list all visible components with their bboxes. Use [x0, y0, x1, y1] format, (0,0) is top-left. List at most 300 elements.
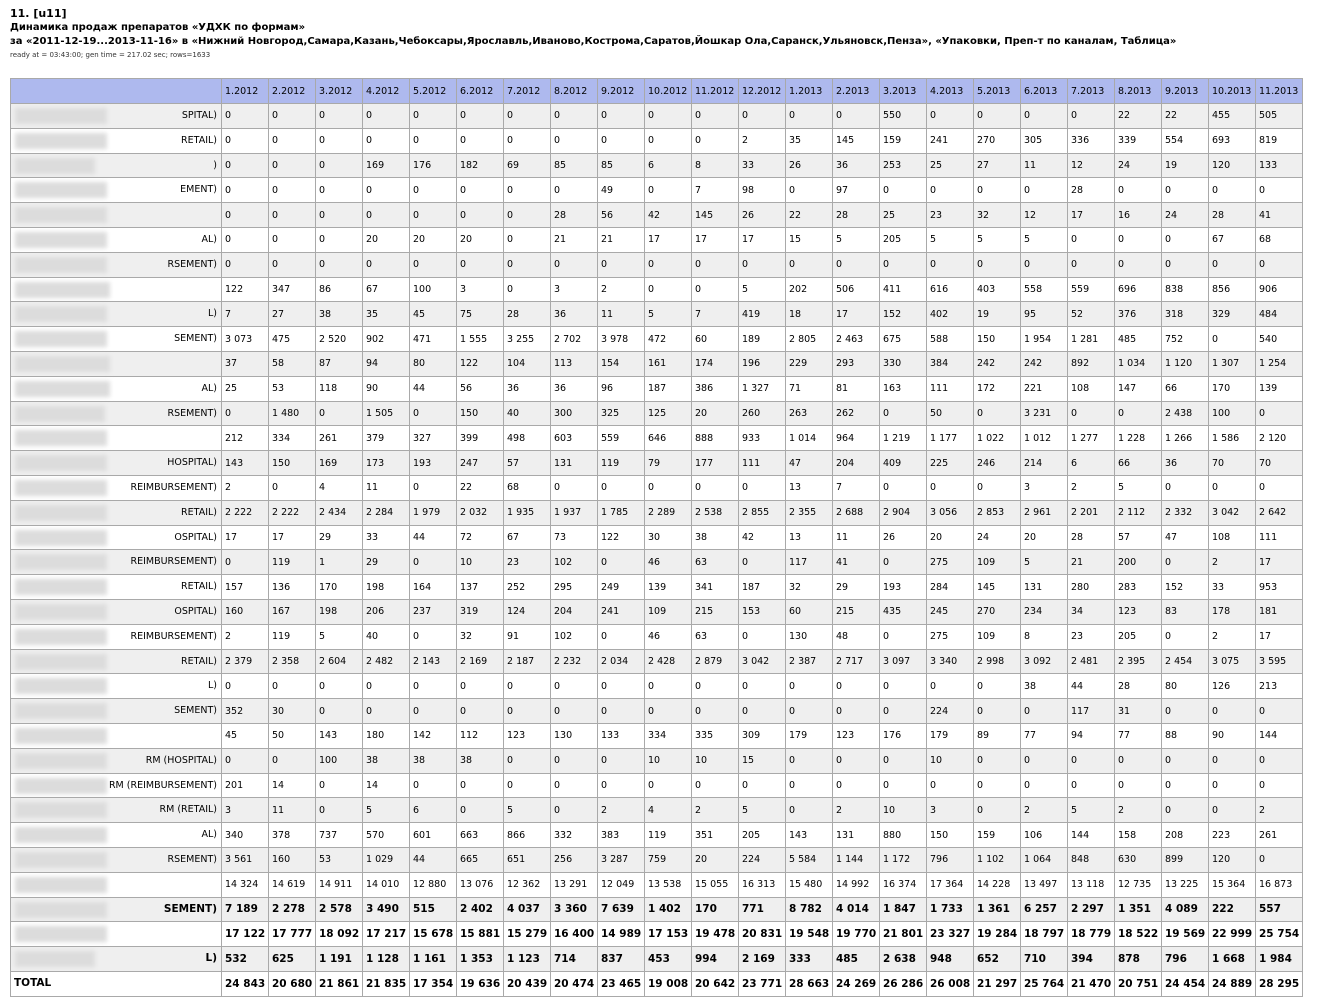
table-cell: 32: [786, 575, 833, 600]
table-cell: 158: [1115, 823, 1162, 848]
table-cell: 23 327: [927, 922, 974, 947]
table-cell: 0: [1162, 624, 1209, 649]
table-cell: 32: [457, 624, 504, 649]
table-cell: 455: [1209, 104, 1256, 129]
table-cell: 0: [786, 252, 833, 277]
table-cell: 383: [598, 823, 645, 848]
table-cell: 0: [410, 699, 457, 724]
table-row: [11, 475, 1303, 500]
table-cell: 3 231: [1021, 401, 1068, 426]
table-cell: 0: [974, 104, 1021, 129]
table-cell: 14 228: [974, 872, 1021, 897]
table-cell: 0: [457, 773, 504, 798]
table-cell: 0: [1115, 748, 1162, 773]
table-cell: 2 578: [316, 897, 363, 922]
table-cell: 0: [457, 252, 504, 277]
table-cell: 0: [739, 104, 786, 129]
row-label: [11, 104, 222, 129]
table-cell: 0: [551, 252, 598, 277]
table-row: [11, 798, 1303, 823]
table-cell: 33: [739, 153, 786, 178]
table-cell: 1 480: [269, 401, 316, 426]
table-cell: 1 191: [316, 947, 363, 972]
report-meta: ready at = 03:43:00; gen time = 217.02 sec; rows=1633: [10, 51, 211, 59]
table-cell: 0: [363, 178, 410, 203]
table-cell: 0: [833, 674, 880, 699]
table-cell: 0: [1068, 773, 1115, 798]
table-cell: 21: [551, 227, 598, 252]
table-cell: 104: [504, 351, 551, 376]
total-row: [11, 922, 1303, 947]
table-cell: 2: [1209, 624, 1256, 649]
table-cell: 20: [927, 525, 974, 550]
table-cell: 2 438: [1162, 401, 1209, 426]
table-cell: 601: [410, 823, 457, 848]
table-cell: 28: [1068, 525, 1115, 550]
table-cell: 170: [692, 897, 739, 922]
table-cell: 0: [739, 475, 786, 500]
table-cell: 0: [504, 178, 551, 203]
table-cell: 13: [786, 525, 833, 550]
table-cell: 0: [786, 674, 833, 699]
table-cell: 419: [739, 302, 786, 327]
table-cell: 2 638: [880, 947, 927, 972]
column-header: 6.2012: [457, 79, 504, 104]
table-row: [11, 451, 1303, 476]
table-cell: 118: [316, 376, 363, 401]
table-cell: 0: [1256, 847, 1303, 872]
table-cell: 665: [457, 847, 504, 872]
table-cell: 249: [598, 575, 645, 600]
table-row: [11, 699, 1303, 724]
row-label: [11, 847, 222, 872]
row-label-text: RM (REIMBURSEMENT): [108, 779, 217, 791]
table-cell: 0: [551, 773, 598, 798]
table-cell: 159: [974, 823, 1021, 848]
table-cell: 1 847: [880, 897, 927, 922]
table-cell: 0: [316, 104, 363, 129]
table-cell: 40: [363, 624, 410, 649]
table-cell: 540: [1256, 327, 1303, 352]
table-cell: 2 805: [786, 327, 833, 352]
table-cell: 261: [1256, 823, 1303, 848]
table-cell: 796: [1162, 947, 1209, 972]
table-cell: 2 454: [1162, 649, 1209, 674]
table-cell: 50: [927, 401, 974, 426]
table-cell: 347: [269, 277, 316, 302]
table-cell: 28 663: [786, 971, 833, 996]
table-cell: 2 904: [880, 500, 927, 525]
table-cell: 37: [222, 351, 269, 376]
table-cell: 1 029: [363, 847, 410, 872]
table-cell: 0: [1021, 178, 1068, 203]
table-cell: 866: [504, 823, 551, 848]
table-cell: 0: [457, 178, 504, 203]
redacted-label: [15, 703, 107, 719]
table-cell: 2: [833, 798, 880, 823]
table-cell: 3 056: [927, 500, 974, 525]
table-cell: 616: [927, 277, 974, 302]
row-label: [11, 376, 222, 401]
table-cell: 24 889: [1209, 971, 1256, 996]
row-label-text: SPITAL): [181, 110, 217, 121]
table-cell: 14 619: [269, 872, 316, 897]
table-cell: 224: [927, 699, 974, 724]
table-cell: 198: [316, 599, 363, 624]
table-cell: 8: [692, 153, 739, 178]
table-cell: 0: [222, 401, 269, 426]
table-cell: 119: [645, 823, 692, 848]
table-cell: 0: [504, 699, 551, 724]
table-cell: 1 353: [457, 947, 504, 972]
table-cell: 0: [927, 104, 974, 129]
table-cell: 318: [1162, 302, 1209, 327]
table-row: [11, 277, 1303, 302]
table-cell: 139: [645, 575, 692, 600]
table-cell: 24 843: [222, 971, 269, 996]
table-cell: 68: [1256, 227, 1303, 252]
table-cell: 0: [1256, 699, 1303, 724]
table-cell: 0: [269, 128, 316, 153]
table-cell: 133: [1256, 153, 1303, 178]
table-cell: 24: [1162, 203, 1209, 228]
table-cell: 0: [692, 252, 739, 277]
table-cell: 77: [1021, 723, 1068, 748]
table-cell: 1 277: [1068, 426, 1115, 451]
table-cell: 0: [739, 674, 786, 699]
table-cell: 7 639: [598, 897, 645, 922]
table-cell: 38: [457, 748, 504, 773]
table-cell: 21 470: [1068, 971, 1115, 996]
table-cell: 0: [1162, 798, 1209, 823]
table-cell: 0: [880, 550, 927, 575]
redacted-label: [15, 257, 107, 273]
table-cell: 696: [1115, 277, 1162, 302]
row-label-text: REIMBURSEMENT): [130, 556, 217, 568]
table-cell: 305: [1021, 128, 1068, 153]
table-cell: 0: [222, 748, 269, 773]
table-row: [11, 426, 1303, 451]
table-cell: 1 979: [410, 500, 457, 525]
table-cell: 1 586: [1209, 426, 1256, 451]
table-cell: 19 478: [692, 922, 739, 947]
table-cell: 1 361: [974, 897, 1021, 922]
row-label: [11, 922, 222, 947]
table-cell: 2 688: [833, 500, 880, 525]
table-cell: 28: [504, 302, 551, 327]
table-cell: 67: [504, 525, 551, 550]
table-cell: 204: [833, 451, 880, 476]
table-cell: 38: [1021, 674, 1068, 699]
table-cell: 0: [1115, 401, 1162, 426]
table-cell: 12 735: [1115, 872, 1162, 897]
table-cell: 0: [269, 153, 316, 178]
row-label: [11, 203, 222, 228]
table-cell: 0: [504, 252, 551, 277]
table-row: [11, 624, 1303, 649]
table-cell: 2 395: [1115, 649, 1162, 674]
table-cell: 0: [1162, 699, 1209, 724]
table-cell: 663: [457, 823, 504, 848]
table-cell: 17: [222, 525, 269, 550]
table-cell: 0: [598, 699, 645, 724]
table-cell: 394: [1068, 947, 1115, 972]
table-cell: 0: [1162, 227, 1209, 252]
table-cell: 0: [1209, 327, 1256, 352]
table-cell: 109: [645, 599, 692, 624]
table-cell: 0: [222, 252, 269, 277]
table-cell: 0: [457, 798, 504, 823]
table-cell: 5: [1068, 798, 1115, 823]
table-cell: 2 717: [833, 649, 880, 674]
table-cell: 0: [504, 203, 551, 228]
table-cell: 0: [1068, 252, 1115, 277]
table-cell: 0: [1115, 773, 1162, 798]
table-cell: 0: [222, 550, 269, 575]
table-cell: 0: [645, 277, 692, 302]
table-cell: 222: [1209, 897, 1256, 922]
table-cell: 2: [692, 798, 739, 823]
table-cell: 0: [927, 475, 974, 500]
table-cell: 906: [1256, 277, 1303, 302]
table-cell: 196: [739, 351, 786, 376]
table-cell: 3 075: [1209, 649, 1256, 674]
table-cell: 41: [833, 550, 880, 575]
table-cell: 0: [222, 178, 269, 203]
redacted-label: [15, 158, 95, 174]
table-cell: 161: [645, 351, 692, 376]
table-cell: 1 123: [504, 947, 551, 972]
table-cell: 0: [598, 550, 645, 575]
table-cell: 0: [692, 104, 739, 129]
table-cell: 2 297: [1068, 897, 1115, 922]
table-cell: 46: [645, 624, 692, 649]
report-header: [0, 0, 1328, 61]
table-cell: 130: [551, 723, 598, 748]
table-cell: 24: [974, 525, 1021, 550]
table-cell: 7: [222, 302, 269, 327]
table-cell: 399: [457, 426, 504, 451]
table-cell: 0: [927, 178, 974, 203]
table-cell: 187: [739, 575, 786, 600]
table-cell: 126: [1209, 674, 1256, 699]
table-cell: 124: [504, 599, 551, 624]
table-cell: 157: [222, 575, 269, 600]
column-header: 11.2013: [1256, 79, 1303, 104]
table-cell: 23 465: [598, 971, 645, 996]
table-cell: 109: [974, 624, 1021, 649]
column-header: 4.2013: [927, 79, 974, 104]
table-cell: 16: [1115, 203, 1162, 228]
table-cell: 18 092: [316, 922, 363, 947]
table-cell: 49: [598, 178, 645, 203]
table-cell: 19 569: [1162, 922, 1209, 947]
table-cell: 214: [1021, 451, 1068, 476]
table-cell: 0: [1256, 252, 1303, 277]
table-cell: 0: [739, 773, 786, 798]
table-cell: 67: [363, 277, 410, 302]
table-row: [11, 847, 1303, 872]
table-cell: 1 172: [880, 847, 927, 872]
table-cell: 122: [598, 525, 645, 550]
table-cell: 964: [833, 426, 880, 451]
table-cell: 1 937: [551, 500, 598, 525]
table-cell: 28: [1209, 203, 1256, 228]
table-cell: 88: [1162, 723, 1209, 748]
table-cell: 630: [1115, 847, 1162, 872]
table-cell: 71: [786, 376, 833, 401]
table-cell: 554: [1162, 128, 1209, 153]
table-cell: 174: [692, 351, 739, 376]
table-cell: 0: [222, 104, 269, 129]
table-row: [11, 128, 1303, 153]
table-cell: 411: [880, 277, 927, 302]
table-cell: 284: [927, 575, 974, 600]
table-cell: 36: [551, 376, 598, 401]
column-header: 8.2012: [551, 79, 598, 104]
table-cell: 15 480: [786, 872, 833, 897]
table-cell: 334: [645, 723, 692, 748]
table-cell: 0: [1209, 748, 1256, 773]
table-cell: 205: [880, 227, 927, 252]
row-label-text: REIMBURSEMENT): [130, 630, 217, 642]
table-cell: 0: [645, 178, 692, 203]
table-cell: 0: [645, 128, 692, 153]
table-cell: 17 777: [269, 922, 316, 947]
column-header: 1.2013: [786, 79, 833, 104]
table-cell: 1 307: [1209, 351, 1256, 376]
table-cell: 28: [1068, 178, 1115, 203]
table-cell: 137: [457, 575, 504, 600]
row-label: [11, 351, 222, 376]
row-label: [11, 798, 222, 823]
table-cell: 133: [598, 723, 645, 748]
table-cell: 142: [410, 723, 457, 748]
table-cell: 351: [692, 823, 739, 848]
table-cell: 139: [1256, 376, 1303, 401]
table-cell: 0: [598, 475, 645, 500]
table-cell: 3 978: [598, 327, 645, 352]
table-cell: 18: [786, 302, 833, 327]
table-cell: 90: [1209, 723, 1256, 748]
row-label: [11, 947, 222, 972]
table-cell: 0: [551, 748, 598, 773]
table-cell: 6: [645, 153, 692, 178]
table-cell: 153: [739, 599, 786, 624]
row-label-text: L): [208, 308, 217, 320]
table-cell: 150: [457, 401, 504, 426]
table-cell: 0: [974, 699, 1021, 724]
table-cell: 131: [551, 451, 598, 476]
table-cell: 0: [927, 252, 974, 277]
table-row: [11, 550, 1303, 575]
table-cell: 2 358: [269, 649, 316, 674]
table-cell: 1 177: [927, 426, 974, 451]
table-cell: 2 201: [1068, 500, 1115, 525]
table-cell: 402: [927, 302, 974, 327]
table-cell: 122: [222, 277, 269, 302]
column-header: 10.2013: [1209, 79, 1256, 104]
table-cell: 12: [1068, 153, 1115, 178]
redacted-label: [15, 232, 107, 248]
table-cell: 47: [1162, 525, 1209, 550]
table-cell: 20 474: [551, 971, 598, 996]
row-label-text: ): [213, 159, 217, 171]
table-cell: 515: [410, 897, 457, 922]
table-cell: 21 835: [363, 971, 410, 996]
table-cell: 11: [363, 475, 410, 500]
table-cell: 120: [1209, 847, 1256, 872]
table-cell: 123: [1115, 599, 1162, 624]
table-cell: 275: [927, 624, 974, 649]
redacted-label: [15, 902, 107, 918]
table-cell: 45: [222, 723, 269, 748]
table-cell: 173: [363, 451, 410, 476]
table-cell: 119: [598, 451, 645, 476]
table-cell: 30: [645, 525, 692, 550]
table-cell: 0: [880, 178, 927, 203]
table-cell: 335: [692, 723, 739, 748]
table-cell: 0: [1256, 748, 1303, 773]
table-cell: 435: [880, 599, 927, 624]
table-cell: 96: [598, 376, 645, 401]
table-cell: 0: [1256, 475, 1303, 500]
row-label-text: RSEMENT): [167, 258, 217, 270]
table-cell: 17 354: [410, 971, 457, 996]
table-cell: 0: [927, 773, 974, 798]
table-cell: 309: [739, 723, 786, 748]
table-cell: 2 032: [457, 500, 504, 525]
table-cell: 1 281: [1068, 327, 1115, 352]
table-cell: 80: [1162, 674, 1209, 699]
table-cell: 34: [1068, 599, 1115, 624]
column-header: 3.2013: [880, 79, 927, 104]
table-cell: 333: [786, 947, 833, 972]
table-cell: 150: [927, 823, 974, 848]
table-cell: 25: [927, 153, 974, 178]
row-label: [11, 748, 222, 773]
table-cell: 160: [269, 847, 316, 872]
table-cell: 182: [457, 153, 504, 178]
redacted-label: [15, 778, 107, 794]
table-cell: 40: [504, 401, 551, 426]
row-label: [11, 153, 222, 178]
table-cell: 327: [410, 426, 457, 451]
row-label: [11, 550, 222, 575]
redacted-label: [15, 678, 107, 694]
table-cell: 50: [269, 723, 316, 748]
table-cell: 0: [363, 699, 410, 724]
table-cell: 2 428: [645, 649, 692, 674]
table-cell: 0: [1209, 699, 1256, 724]
table-cell: 176: [880, 723, 927, 748]
table-cell: 878: [1115, 947, 1162, 972]
table-cell: 205: [739, 823, 786, 848]
table-cell: 145: [692, 203, 739, 228]
table-cell: 796: [927, 847, 974, 872]
table-cell: 17: [1068, 203, 1115, 228]
table-cell: 0: [833, 699, 880, 724]
table-cell: 1 102: [974, 847, 1021, 872]
table-row: [11, 178, 1303, 203]
table-cell: 152: [1162, 575, 1209, 600]
table-cell: 25: [222, 376, 269, 401]
table-row: [11, 227, 1303, 252]
table-cell: 0: [504, 227, 551, 252]
table-cell: 56: [457, 376, 504, 401]
row-label: [11, 897, 222, 922]
table-cell: 1 254: [1256, 351, 1303, 376]
